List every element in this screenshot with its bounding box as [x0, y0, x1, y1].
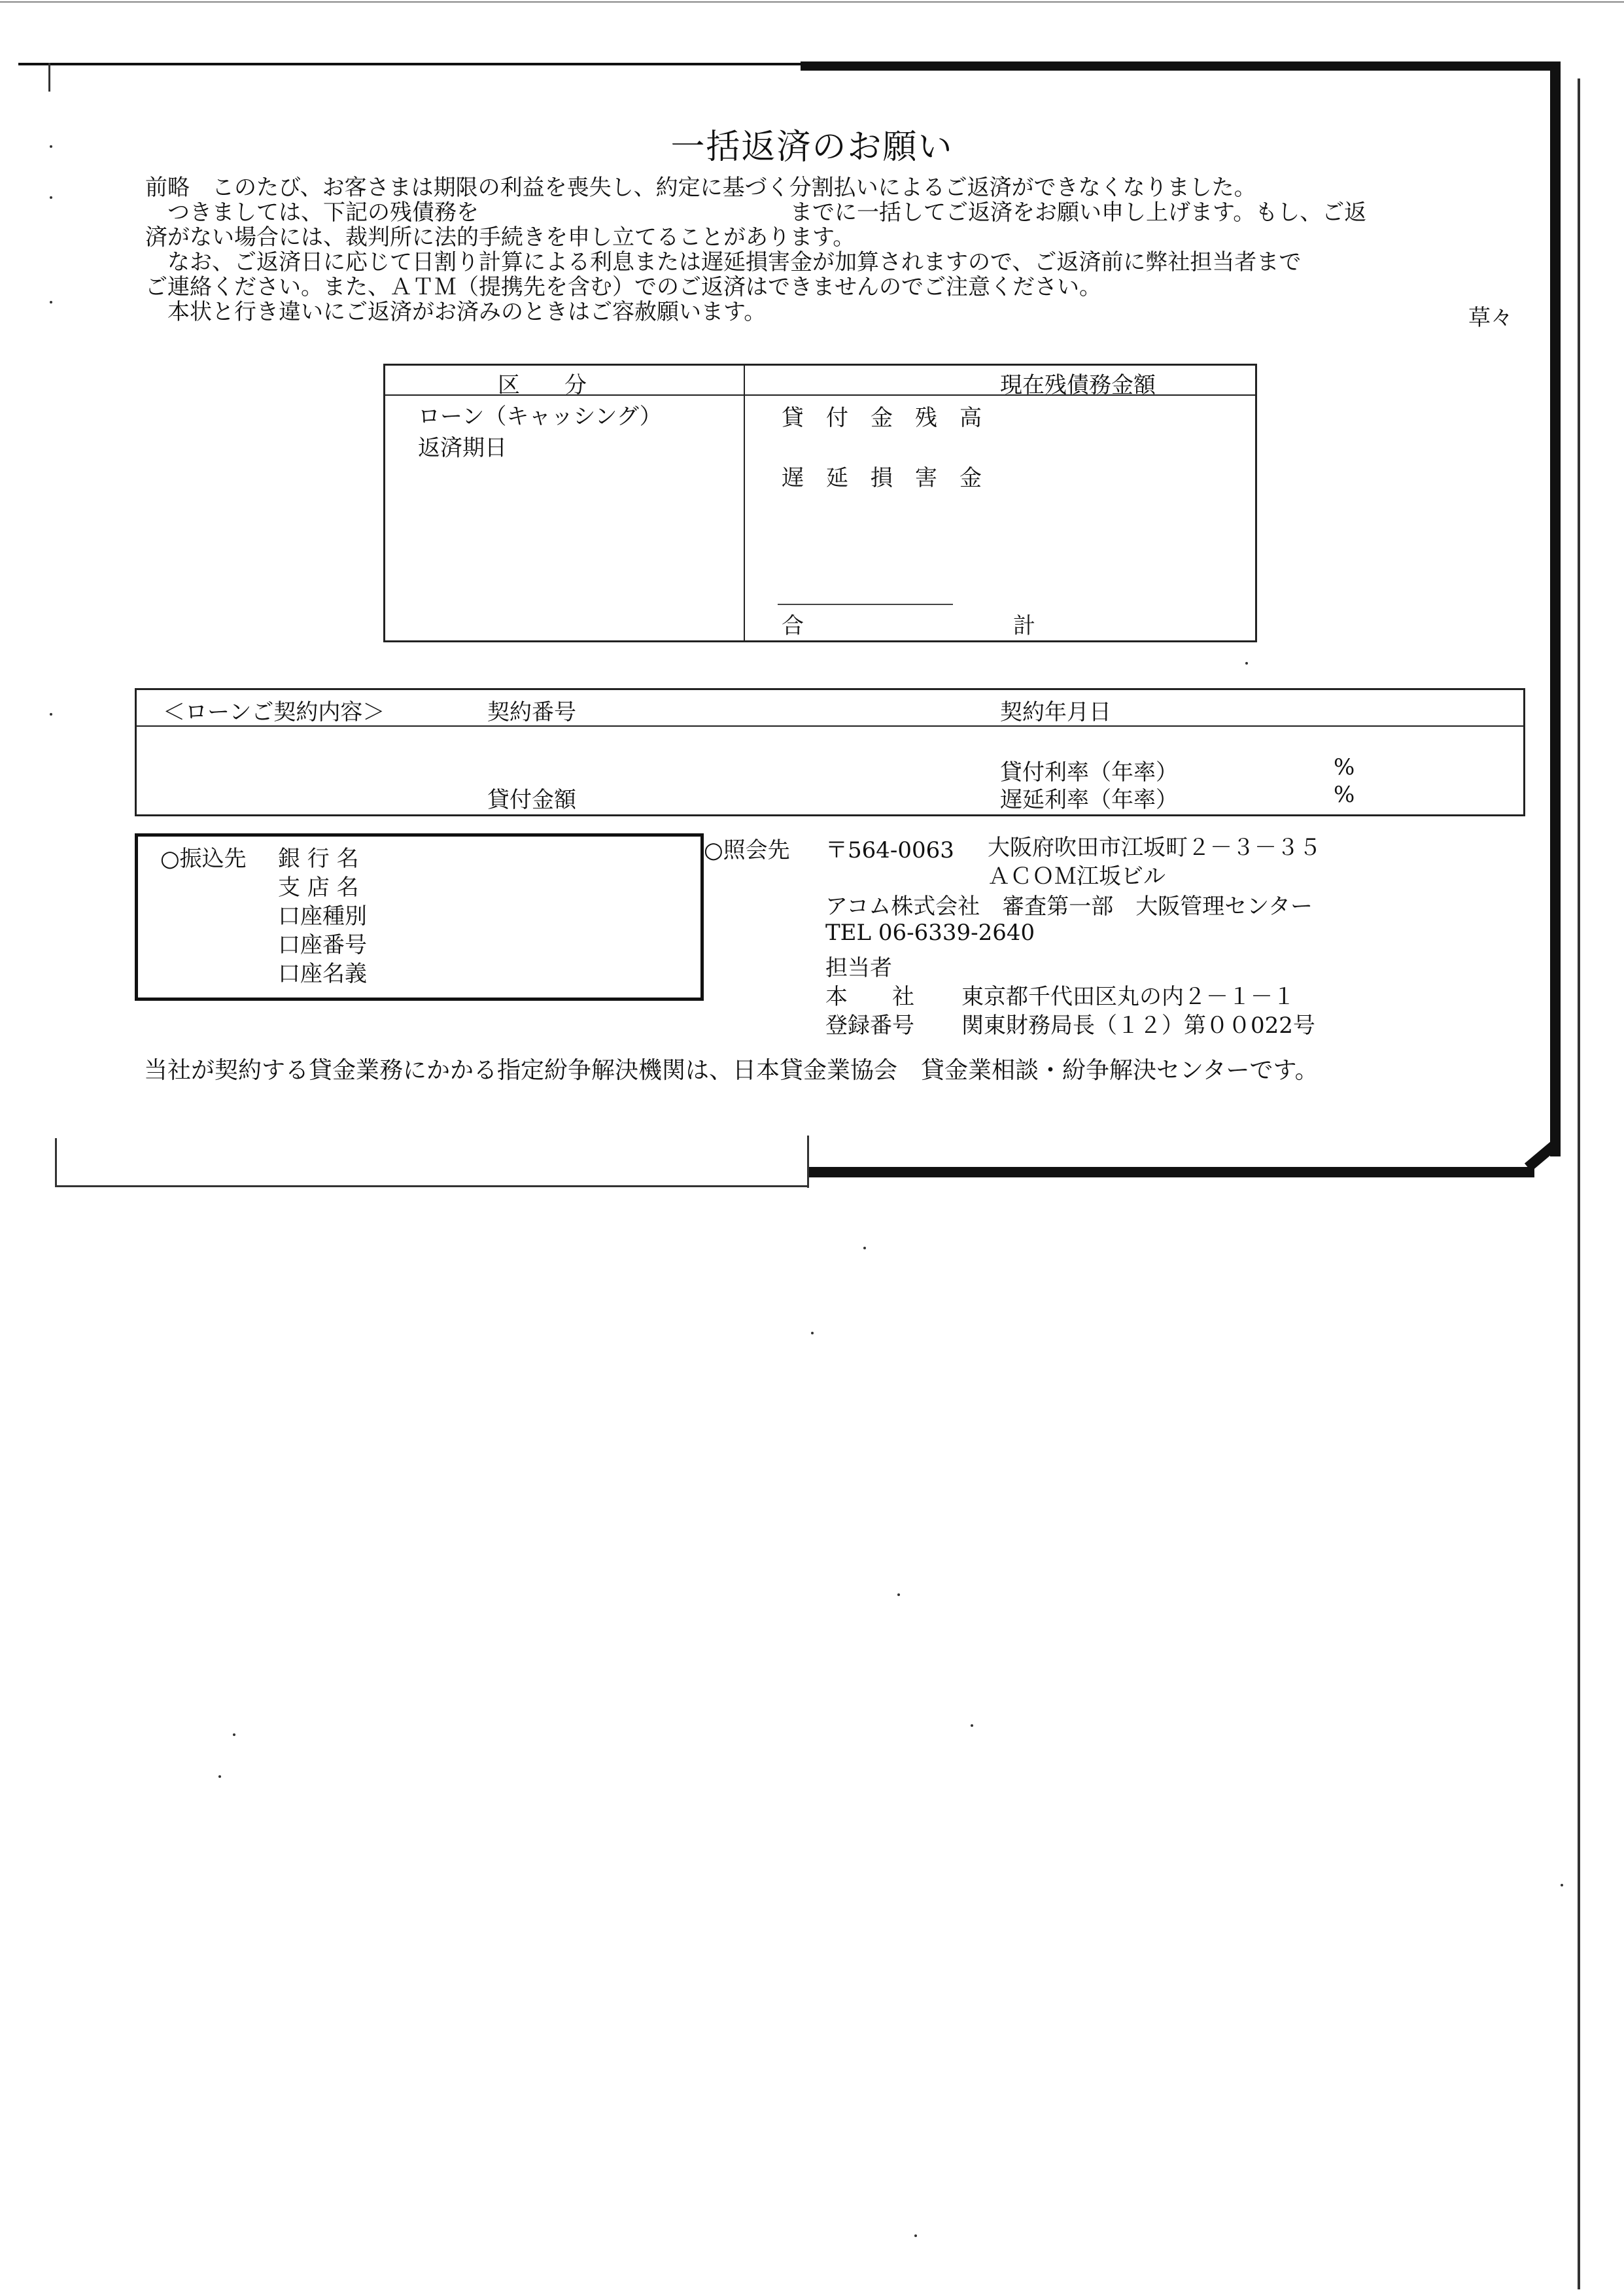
frame-center-tick	[807, 1136, 809, 1188]
page-title: 一括返済のお願い	[670, 128, 954, 167]
header-amount: 現在残債務金額	[1000, 372, 1156, 398]
scan-speck	[50, 196, 52, 199]
page-right-border	[1578, 78, 1580, 2289]
header-category: 区 分	[498, 372, 587, 398]
scan-speck	[811, 1332, 814, 1334]
debt-table	[383, 364, 1257, 642]
scan-speck	[50, 145, 52, 148]
frame-top-right	[801, 61, 1561, 71]
contact-person: 担当者	[825, 955, 892, 981]
interest-rate-label: 貸付利率（年率）	[1000, 759, 1178, 786]
scan-speck	[218, 1775, 221, 1778]
body-line: 済がない場合には、裁判所に法的手続きを申し立てることがあります。	[145, 224, 855, 251]
contact-address-2: ＡＣＯＭ江坂ビル	[988, 863, 1166, 890]
contract-date-label: 契約年月日	[1000, 699, 1111, 725]
loan-type: ローン（キャッシング）	[418, 404, 662, 430]
hq-label: 本 社	[825, 984, 914, 1010]
frame-bottom-right	[808, 1167, 1534, 1177]
body-line: 本状と行き違いにご返済がお済みのときはご容赦願います。	[145, 299, 767, 325]
body-line: つきましては、下記の残債務を までに一括してご返済をお願い申し上げます。もし、ご返	[145, 200, 1367, 226]
contact-label: ○照会先	[704, 837, 790, 863]
scan-speck	[1245, 662, 1248, 665]
scan-speck	[971, 1724, 973, 1727]
account-number-label: 口座番号	[278, 932, 367, 958]
contact-postal: 〒564-0063	[825, 837, 954, 863]
branch-name-label: 支 店 名	[278, 875, 359, 901]
contract-no-label: 契約番号	[487, 699, 576, 725]
frame-left-tick	[48, 63, 50, 92]
registration-label: 登録番号	[825, 1013, 914, 1039]
late-rate-label: 遅延利率（年率）	[1000, 787, 1178, 813]
scan-speck	[1561, 1884, 1563, 1886]
page-top-border	[0, 1, 1624, 3]
contact-address-1: 大阪府吹田市江坂町２－３－３５	[988, 835, 1321, 861]
scan-speck	[914, 2234, 917, 2237]
body-line: ご連絡ください。また、ＡＴＭ（提携先を含む）でのご返済はできませんのでご注意ください。	[145, 274, 1101, 300]
loan-amount-label: 貸付金額	[487, 787, 576, 813]
bank-name-label: 銀 行 名	[278, 846, 359, 872]
frame-top-left	[18, 63, 801, 65]
total-divider	[778, 604, 953, 605]
total-left-label: 合	[782, 613, 804, 639]
interest-rate-percent: %	[1334, 754, 1355, 780]
column-divider	[744, 366, 745, 640]
hq-address: 東京都千代田区丸の内２－１－１	[961, 984, 1295, 1010]
body-line: 前略 このたび、お客さまは期限の利益を喪失し、約定に基づく分割払いによるご返済ができなくなりました。	[145, 175, 1256, 201]
total-right-label: 計	[1013, 613, 1035, 639]
account-holder-label: 口座名義	[278, 961, 367, 987]
frame-right-edge	[1550, 71, 1561, 1156]
late-rate-percent: %	[1334, 782, 1355, 808]
registration-value: 関東財務局長（１２）第００022号	[961, 1013, 1315, 1039]
frame-corner	[1525, 1141, 1557, 1172]
closing-word: 草々	[1468, 305, 1513, 331]
account-type-label: 口座種別	[278, 903, 367, 929]
letter-body	[145, 175, 1525, 324]
scan-speck	[863, 1247, 866, 1249]
principal-label: 貸 付 金 残 高	[782, 405, 982, 431]
body-line: なお、ご返済日に応じて日割り計算による利息または遅延損害金が加算されますので、ご返済前に弊社担当者まで	[145, 249, 1302, 275]
contract-table	[135, 688, 1525, 816]
frame-bottom-left-tick	[55, 1138, 57, 1185]
scan-speck	[50, 301, 52, 304]
contract-section-label: ＜ローンご契約内容＞	[163, 699, 385, 725]
due-date-label: 返済期日	[418, 435, 507, 461]
bank-label: ○振込先	[160, 846, 247, 872]
scan-speck	[233, 1733, 235, 1736]
dispute-center-note: 当社が契約する貸金業務にかかる指定紛争解決機関は、日本貸金業協会 貸金業相談・紛争解決センターです。	[144, 1057, 1319, 1084]
frame-bottom-left	[55, 1185, 807, 1187]
late-fee-label: 遅 延 損 害 金	[782, 465, 982, 491]
scan-speck	[897, 1593, 900, 1596]
scan-speck	[50, 713, 52, 716]
contact-company: アコム株式会社 審査第一部 大阪管理センター	[825, 894, 1313, 920]
contact-tel: TEL 06-6339-2640	[825, 920, 1035, 946]
bank-transfer-box	[135, 833, 704, 1001]
